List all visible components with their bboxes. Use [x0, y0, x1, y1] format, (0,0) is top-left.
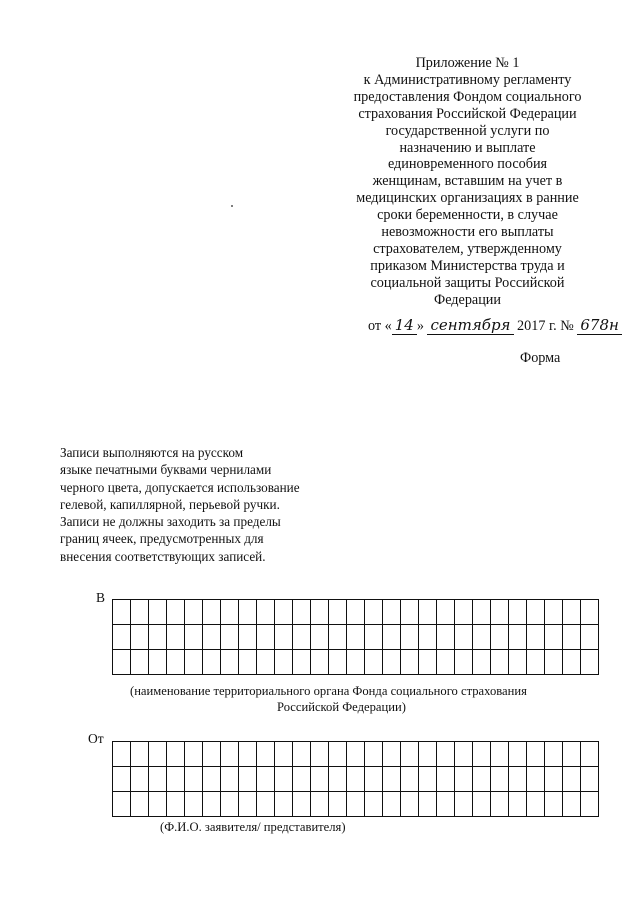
grid-cell[interactable] [311, 650, 329, 675]
grid-cell[interactable] [365, 742, 383, 767]
grid-cell[interactable] [329, 792, 347, 817]
grid-cell[interactable] [455, 767, 473, 792]
instruction-line: языке печатными буквами чернилами [60, 462, 272, 478]
grid-cell[interactable] [365, 650, 383, 675]
grid-cell[interactable] [491, 625, 509, 650]
grid-cell[interactable] [311, 767, 329, 792]
grid-cell[interactable] [527, 600, 545, 625]
grid-cell[interactable] [329, 650, 347, 675]
instruction-line: Записи выполняются на русском [60, 445, 244, 460]
grid-cell[interactable] [293, 625, 311, 650]
grid-cell[interactable] [401, 600, 419, 625]
grid-cell[interactable] [347, 625, 365, 650]
grid-cell[interactable] [221, 742, 239, 767]
grid-cell[interactable] [239, 742, 257, 767]
grid-cell[interactable] [221, 792, 239, 817]
grid-cell[interactable] [275, 650, 293, 675]
grid-cell[interactable] [257, 767, 275, 792]
grid-cell[interactable] [545, 742, 563, 767]
header-line: предоставления Фондом социального [353, 88, 582, 105]
grid-cell[interactable] [563, 767, 581, 792]
grid-cell[interactable] [293, 742, 311, 767]
header-line: страхования Российской Федерации [358, 105, 577, 122]
grid-cell[interactable] [311, 625, 329, 650]
header-line: государственной услуги по [385, 122, 550, 139]
grid-cell[interactable] [491, 600, 509, 625]
grid-cell[interactable] [581, 742, 599, 767]
grid-cell[interactable] [437, 792, 455, 817]
grid-cell[interactable] [311, 792, 329, 817]
grid-cell[interactable] [131, 742, 149, 767]
grid-cell[interactable] [509, 792, 527, 817]
grid-cell[interactable] [203, 625, 221, 650]
header-line: страхователем, утвержденному [373, 240, 562, 257]
grid-cell[interactable] [383, 767, 401, 792]
grid-cell[interactable] [293, 767, 311, 792]
grid-cell[interactable] [257, 792, 275, 817]
grid-cell[interactable] [563, 600, 581, 625]
grid-cell[interactable] [383, 742, 401, 767]
date-month: сентября [427, 316, 513, 335]
instruction-line: внесения соответствующих записей. [60, 548, 266, 564]
grid-cell[interactable] [131, 792, 149, 817]
date-day: 14 [392, 316, 417, 335]
grid-cell[interactable] [437, 600, 455, 625]
grid-cell[interactable] [545, 792, 563, 817]
grid-cell[interactable] [365, 792, 383, 817]
grid-cell[interactable] [419, 792, 437, 817]
grid-cell[interactable] [347, 792, 365, 817]
grid-cell[interactable] [167, 767, 185, 792]
grid-cell[interactable] [149, 625, 167, 650]
grid-cell[interactable] [455, 650, 473, 675]
grid-cell[interactable] [113, 767, 131, 792]
grid-cell[interactable] [167, 600, 185, 625]
grid-cell[interactable] [527, 742, 545, 767]
grid-cell[interactable] [275, 742, 293, 767]
grid-cell[interactable] [185, 600, 203, 625]
grid-cell[interactable] [455, 600, 473, 625]
grid-cell[interactable] [527, 650, 545, 675]
grid-cell[interactable] [221, 650, 239, 675]
grid-cell[interactable] [239, 650, 257, 675]
grid-cell[interactable] [563, 650, 581, 675]
grid-cell[interactable] [509, 600, 527, 625]
grid-cell[interactable] [347, 600, 365, 625]
instruction-line: черного цвета, допускается использование [60, 479, 300, 495]
grid-cell[interactable] [185, 650, 203, 675]
grid-cell[interactable] [185, 625, 203, 650]
grid-cell[interactable] [455, 792, 473, 817]
grid-cell[interactable] [527, 625, 545, 650]
grid-cell[interactable] [203, 600, 221, 625]
header-line: приказом Министерства труда и [370, 257, 565, 274]
grid-cell[interactable] [473, 792, 491, 817]
grid-cell[interactable] [203, 742, 221, 767]
grid-cell[interactable] [581, 625, 599, 650]
grid-cell[interactable] [329, 767, 347, 792]
grid-cell[interactable] [437, 650, 455, 675]
header-line: Приложение № 1 [415, 55, 520, 71]
grid-cell[interactable] [491, 650, 509, 675]
grid-cell[interactable] [113, 650, 131, 675]
grid-cell[interactable] [545, 650, 563, 675]
grid-cell[interactable] [293, 650, 311, 675]
grid-cell[interactable] [581, 792, 599, 817]
grid-cell[interactable] [275, 792, 293, 817]
grid-cell[interactable] [149, 600, 167, 625]
header-line: женщинам, вставшим на учет в [372, 173, 563, 190]
grid-cell[interactable] [257, 742, 275, 767]
grid-cell[interactable] [311, 742, 329, 767]
grid-cell[interactable] [509, 650, 527, 675]
grid-cell[interactable] [581, 767, 599, 792]
grid-cell[interactable] [527, 767, 545, 792]
grid-cell[interactable] [293, 600, 311, 625]
grid-cell[interactable] [131, 600, 149, 625]
grid-cell[interactable] [401, 767, 419, 792]
grid-cell[interactable] [221, 767, 239, 792]
grid-cell[interactable] [275, 625, 293, 650]
grid-cell[interactable] [203, 767, 221, 792]
grid-cell[interactable] [581, 600, 599, 625]
grid-cell[interactable] [239, 792, 257, 817]
grid-cell[interactable] [383, 625, 401, 650]
grid-cell[interactable] [113, 792, 131, 817]
grid-cell[interactable] [239, 600, 257, 625]
grid-cell[interactable] [365, 625, 383, 650]
grid-cell[interactable] [203, 792, 221, 817]
grid-cell[interactable] [149, 767, 167, 792]
grid-cell[interactable] [257, 600, 275, 625]
grid-cell[interactable] [491, 767, 509, 792]
grid-cell[interactable] [419, 600, 437, 625]
grid-cell[interactable] [185, 792, 203, 817]
grid-cell[interactable] [419, 742, 437, 767]
grid-cell[interactable] [113, 742, 131, 767]
date-prefix: от « [368, 318, 392, 334]
grid-cell[interactable] [401, 625, 419, 650]
grid-cell[interactable] [473, 600, 491, 625]
grid-cell[interactable] [509, 767, 527, 792]
header-line: к Административному регламенту [363, 71, 572, 88]
grid-cell[interactable] [455, 742, 473, 767]
header-line: сроки беременности, в случае [377, 207, 558, 224]
grid-cell[interactable] [329, 600, 347, 625]
grid-cell[interactable] [221, 625, 239, 650]
grid-cell[interactable] [545, 625, 563, 650]
grid-cell[interactable] [347, 742, 365, 767]
from-cell-grid[interactable] [112, 741, 599, 817]
to-label: В [96, 590, 106, 605]
grid-cell[interactable] [437, 742, 455, 767]
from-caption: (Ф.И.О. заявителя/ представителя) [160, 820, 346, 834]
grid-cell[interactable] [473, 625, 491, 650]
grid-cell[interactable] [401, 650, 419, 675]
grid-cell[interactable] [563, 625, 581, 650]
grid-cell[interactable] [419, 650, 437, 675]
grid-cell[interactable] [401, 742, 419, 767]
grid-cell[interactable] [437, 625, 455, 650]
header-line: медицинских организациях в ранние [356, 190, 579, 207]
grid-cell[interactable] [257, 650, 275, 675]
date-mid: » [416, 318, 428, 334]
grid-cell[interactable] [473, 742, 491, 767]
grid-cell[interactable] [473, 767, 491, 792]
grid-cell[interactable] [365, 600, 383, 625]
grid-cell[interactable] [383, 650, 401, 675]
grid-cell[interactable] [149, 742, 167, 767]
header-line: Федерации [433, 291, 501, 308]
grid-cell[interactable] [563, 792, 581, 817]
header-line: назначению и выплате [399, 139, 536, 156]
grid-cell[interactable] [239, 625, 257, 650]
grid-cell[interactable] [383, 600, 401, 625]
grid-cell[interactable] [563, 742, 581, 767]
grid-cell[interactable] [131, 650, 149, 675]
grid-cell[interactable] [113, 600, 131, 625]
order-number: 678н [577, 316, 622, 335]
date-year: 2017 г. № [513, 318, 578, 334]
grid-cell[interactable] [419, 767, 437, 792]
grid-cell[interactable] [275, 767, 293, 792]
grid-cell[interactable] [167, 650, 185, 675]
grid-cell[interactable] [185, 767, 203, 792]
to-caption-line1: (наименование территориального органа Фонда социального страхования [130, 684, 527, 698]
grid-cell[interactable] [473, 650, 491, 675]
grid-cell[interactable] [167, 792, 185, 817]
grid-cell[interactable] [545, 600, 563, 625]
grid-cell[interactable] [329, 625, 347, 650]
instruction-line: Записи не должны заходить за пределы [60, 514, 281, 530]
form-label: Форма [520, 350, 561, 366]
grid-cell[interactable] [455, 625, 473, 650]
to-caption-line2: Российской Федерации) [277, 700, 406, 714]
grid-cell[interactable] [545, 767, 563, 792]
grid-cell[interactable] [401, 792, 419, 817]
grid-cell[interactable] [257, 625, 275, 650]
grid-cell[interactable] [149, 650, 167, 675]
to-cell-grid[interactable] [112, 599, 599, 675]
grid-cell[interactable] [311, 600, 329, 625]
instruction-line: границ ячеек, предусмотренных для [60, 531, 264, 547]
header-line: социальной защиты Российской [370, 274, 565, 291]
grid-cell[interactable] [167, 742, 185, 767]
grid-cell[interactable] [419, 625, 437, 650]
from-label: От [88, 731, 104, 746]
grid-cell[interactable] [491, 792, 509, 817]
grid-cell[interactable] [131, 625, 149, 650]
grid-cell[interactable] [437, 767, 455, 792]
grid-cell[interactable] [491, 742, 509, 767]
header-block [330, 55, 605, 309]
instruction-line: гелевой, капиллярной, перьевой ручки. [60, 496, 280, 512]
grid-cell[interactable] [365, 767, 383, 792]
scan-speck [231, 205, 233, 207]
grid-cell[interactable] [293, 792, 311, 817]
order-date-line [368, 316, 622, 335]
grid-cell[interactable] [347, 767, 365, 792]
instructions-block [60, 444, 340, 565]
grid-cell[interactable] [581, 650, 599, 675]
grid-cell[interactable] [383, 792, 401, 817]
header-line: единовременного пособия [387, 156, 548, 173]
header-line: невозможности его выплаты [381, 224, 554, 241]
grid-cell[interactable] [167, 625, 185, 650]
grid-cell[interactable] [509, 742, 527, 767]
grid-cell[interactable] [329, 742, 347, 767]
grid-cell[interactable] [203, 650, 221, 675]
grid-cell[interactable] [149, 792, 167, 817]
grid-cell[interactable] [509, 625, 527, 650]
grid-cell[interactable] [239, 767, 257, 792]
grid-cell[interactable] [347, 650, 365, 675]
grid-cell[interactable] [275, 600, 293, 625]
grid-cell[interactable] [185, 742, 203, 767]
grid-cell[interactable] [131, 767, 149, 792]
grid-cell[interactable] [221, 600, 239, 625]
grid-cell[interactable] [527, 792, 545, 817]
grid-cell[interactable] [113, 625, 131, 650]
